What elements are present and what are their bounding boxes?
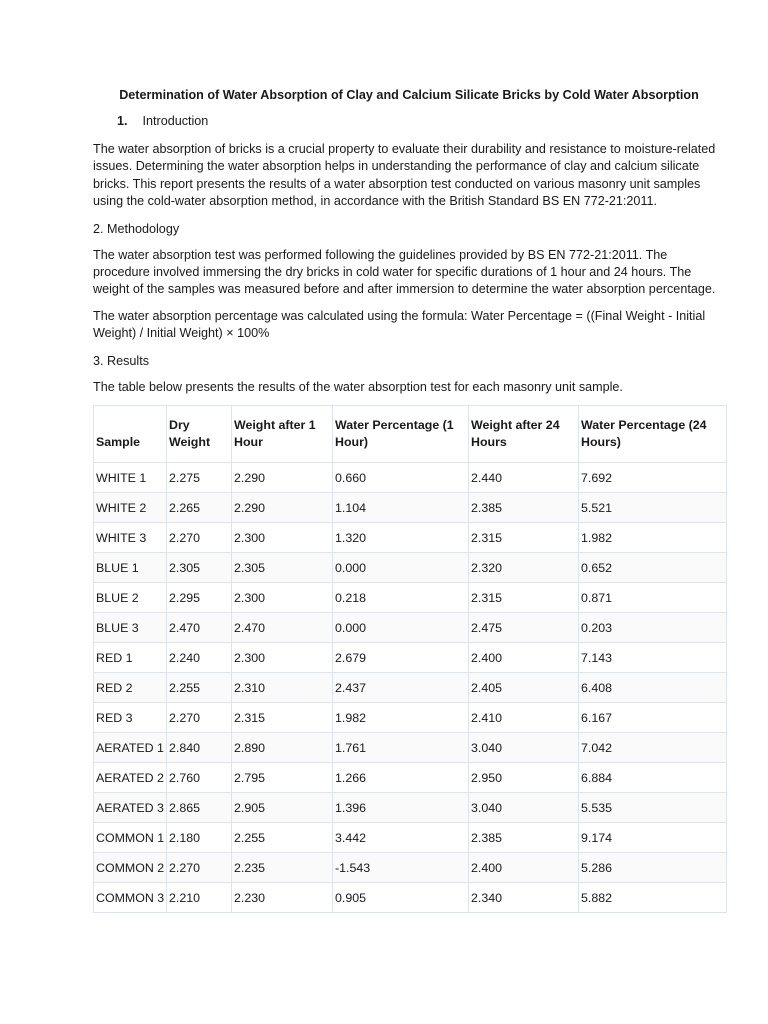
table-cell: 7.143	[579, 643, 727, 673]
table-cell: AERATED 3	[94, 793, 167, 823]
table-row	[94, 673, 727, 703]
table-cell: 2.290	[232, 463, 333, 493]
document-page	[93, 86, 725, 913]
table-cell: 2.840	[167, 733, 232, 763]
table-cell: RED 1	[94, 643, 167, 673]
table-row	[94, 823, 727, 853]
table-cell: 2.470	[167, 613, 232, 643]
table-cell: 2.440	[469, 463, 579, 493]
results-paragraph: The table below presents the results of the water absorption test for each masonry unit sample.	[93, 379, 623, 394]
table-cell: 2.385	[469, 823, 579, 853]
table-cell: 2.385	[469, 493, 579, 523]
column-header: Water Percentage (24 Hours)	[579, 406, 727, 463]
table-cell: RED 2	[94, 673, 167, 703]
table-cell: 9.174	[579, 823, 727, 853]
table-row	[94, 463, 727, 493]
table-cell: 2.235	[232, 853, 333, 883]
table-cell: COMMON 3	[94, 883, 167, 913]
table-cell: 0.000	[333, 553, 469, 583]
table-cell: RED 3	[94, 703, 167, 733]
column-header: Weight after 1 Hour	[232, 406, 333, 463]
table-cell: 3.040	[469, 793, 579, 823]
table-cell: WHITE 1	[94, 463, 167, 493]
column-header: Sample	[94, 406, 167, 463]
table-cell: 2.320	[469, 553, 579, 583]
table-row	[94, 493, 727, 523]
table-cell: 5.286	[579, 853, 727, 883]
table-cell: 2.679	[333, 643, 469, 673]
table-cell: 2.305	[167, 553, 232, 583]
table-cell: 2.240	[167, 643, 232, 673]
table-cell: 2.300	[232, 583, 333, 613]
table-cell: 5.882	[579, 883, 727, 913]
introduction-paragraph: The water absorption of bricks is a crucial property to evaluate their durability and resistance to moisture-related issues. Determining the water absorption helps in understanding the performance of clay and calcium silicate bricks. This report presents the results of a water absorption test conducted on various masonry unit samples using the cold-water absorption method, in accordance with the British Standard BS EN 772-21:2011.	[93, 142, 716, 209]
table-cell: 2.437	[333, 673, 469, 703]
table-cell: 1.266	[333, 763, 469, 793]
table-cell: 2.300	[232, 643, 333, 673]
table-cell: 2.950	[469, 763, 579, 793]
table-cell: 2.180	[167, 823, 232, 853]
table-cell: 0.203	[579, 613, 727, 643]
table-cell: 2.315	[469, 583, 579, 613]
table-cell: 2.270	[167, 853, 232, 883]
table-cell: 1.982	[333, 703, 469, 733]
table-row	[94, 733, 727, 763]
column-header: Weight after 24 Hours	[469, 406, 579, 463]
methodology-paragraph: The water absorption test was performed following the guidelines provided by BS EN 772-21:2011. The procedure involved immersing the dry bricks in cold water for specific durations of 1 hour and 24 hours. The weight of the samples was measured before and after immersion to determine the water absorption percentage.	[93, 247, 716, 297]
table-cell: BLUE 1	[94, 553, 167, 583]
table-cell: 2.255	[232, 823, 333, 853]
table-row	[94, 703, 727, 733]
table-cell: 2.275	[167, 463, 232, 493]
section-number: 1.	[117, 114, 128, 128]
table-cell: 2.210	[167, 883, 232, 913]
table-cell: 5.521	[579, 493, 727, 523]
table-body	[94, 463, 727, 913]
table-cell: 6.408	[579, 673, 727, 703]
table-cell: 2.265	[167, 493, 232, 523]
table-cell: 2.255	[167, 673, 232, 703]
table-cell: 2.290	[232, 493, 333, 523]
table-cell: 2.230	[232, 883, 333, 913]
column-header: Water Percentage (1 Hour)	[333, 406, 469, 463]
table-cell: 1.396	[333, 793, 469, 823]
table-cell: 1.982	[579, 523, 727, 553]
table-cell: 7.042	[579, 733, 727, 763]
table-cell: 2.410	[469, 703, 579, 733]
results-table	[93, 405, 727, 913]
table-cell: AERATED 2	[94, 763, 167, 793]
table-row	[94, 583, 727, 613]
section-heading-results: 3. Results	[93, 353, 149, 368]
table-row	[94, 553, 727, 583]
table-cell: WHITE 3	[94, 523, 167, 553]
table-cell: 1.320	[333, 523, 469, 553]
table-cell: 2.310	[232, 673, 333, 703]
formula-paragraph: The water absorption percentage was calculated using the formula: Water Percentage = ((Final Weight - Initial Weight) / Initial Weight) × 100%	[93, 308, 706, 341]
table-cell: 2.270	[167, 703, 232, 733]
table-cell: 0.652	[579, 553, 727, 583]
table-cell: 5.535	[579, 793, 727, 823]
table-cell: BLUE 3	[94, 613, 167, 643]
section-heading-introduction	[117, 112, 725, 130]
table-cell: 2.905	[232, 793, 333, 823]
table-cell: 2.890	[232, 733, 333, 763]
table-cell: 3.040	[469, 733, 579, 763]
table-cell: 1.761	[333, 733, 469, 763]
table-cell: 0.905	[333, 883, 469, 913]
table-header-row	[94, 406, 727, 463]
table-cell: COMMON 1	[94, 823, 167, 853]
table-cell: 0.871	[579, 583, 727, 613]
table-cell: 2.400	[469, 643, 579, 673]
table-row	[94, 613, 727, 643]
table-cell: 1.104	[333, 493, 469, 523]
table-cell: 2.865	[167, 793, 232, 823]
table-cell: 2.270	[167, 523, 232, 553]
column-header: Dry Weight	[167, 406, 232, 463]
table-cell: 2.795	[232, 763, 333, 793]
section-heading-label: Introduction	[142, 114, 209, 128]
table-cell: -1.543	[333, 853, 469, 883]
table-cell: 2.300	[232, 523, 333, 553]
table-cell: 2.400	[469, 853, 579, 883]
table-cell: 2.470	[232, 613, 333, 643]
table-cell: 2.295	[167, 583, 232, 613]
table-cell: 2.305	[232, 553, 333, 583]
table-cell: BLUE 2	[94, 583, 167, 613]
table-cell: 2.340	[469, 883, 579, 913]
table-cell: 7.692	[579, 463, 727, 493]
table-cell: 3.442	[333, 823, 469, 853]
table-cell: 6.884	[579, 763, 727, 793]
table-cell: 6.167	[579, 703, 727, 733]
table-row	[94, 853, 727, 883]
table-row	[94, 523, 727, 553]
table-cell: WHITE 2	[94, 493, 167, 523]
table-cell: 2.315	[469, 523, 579, 553]
table-cell: COMMON 2	[94, 853, 167, 883]
table-row	[94, 643, 727, 673]
table-cell: 2.475	[469, 613, 579, 643]
table-row	[94, 793, 727, 823]
table-row	[94, 763, 727, 793]
section-heading-methodology: 2. Methodology	[93, 221, 180, 236]
table-cell: 0.218	[333, 583, 469, 613]
table-cell: 2.405	[469, 673, 579, 703]
table-cell: 2.315	[232, 703, 333, 733]
document-title: Determination of Water Absorption of Clay and Calcium Silicate Bricks by Cold Water Absorption	[119, 88, 699, 102]
table-cell: 0.660	[333, 463, 469, 493]
table-cell: 2.760	[167, 763, 232, 793]
table-cell: AERATED 1	[94, 733, 167, 763]
table-cell: 0.000	[333, 613, 469, 643]
table-row	[94, 883, 727, 913]
